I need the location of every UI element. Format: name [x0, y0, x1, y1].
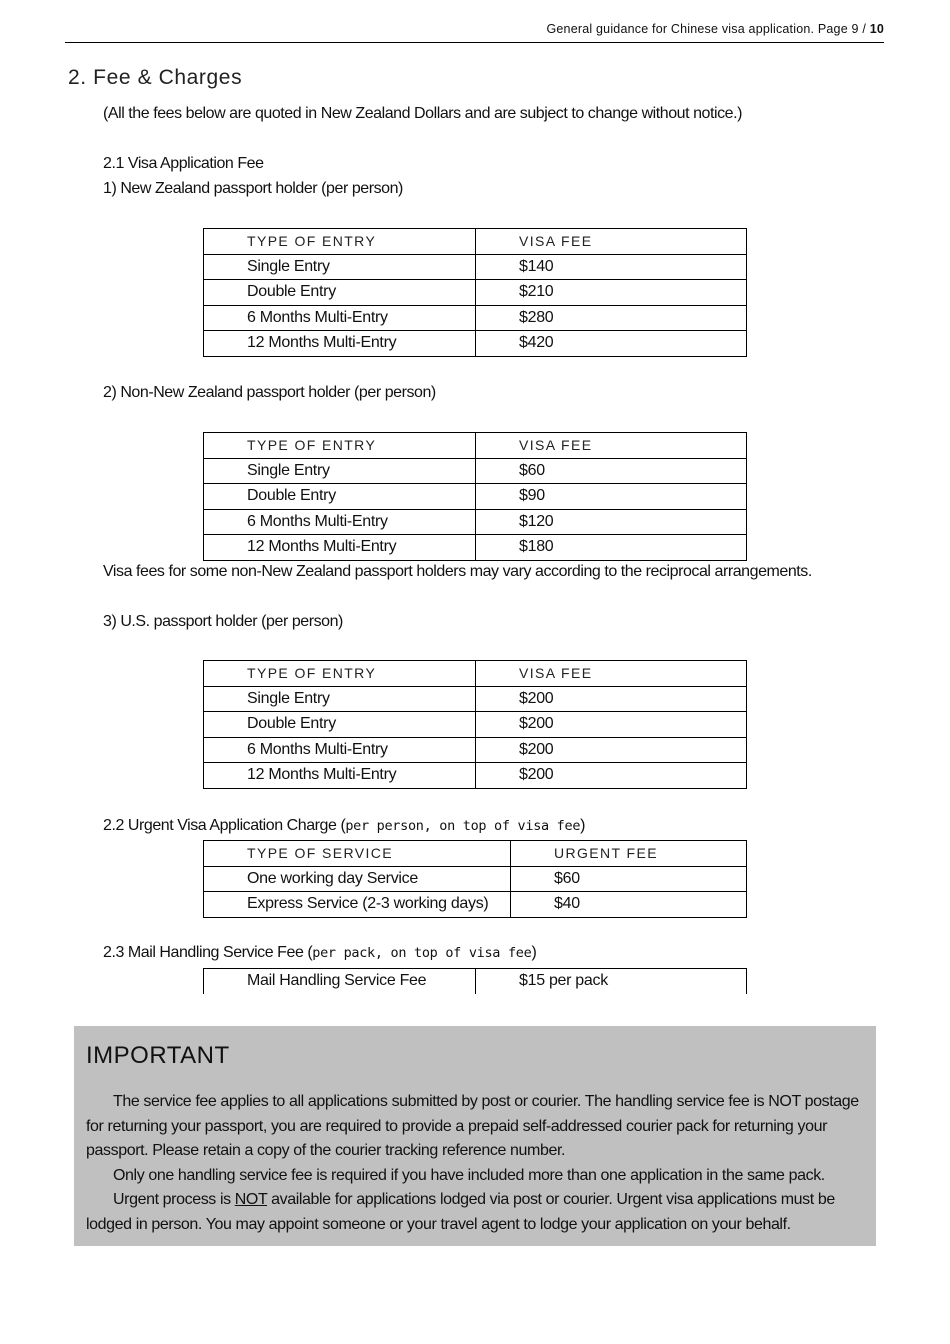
table-row — [204, 484, 747, 510]
entry-type: Single Entry — [204, 686, 476, 712]
header-total-pages: 10 — [869, 22, 884, 36]
fee-value: $40 — [511, 892, 747, 918]
nz-fee-table — [203, 228, 747, 357]
service-type: Mail Handling Service Fee — [204, 969, 476, 994]
nz-holder-label: 1) New Zealand passport holder (per person) — [103, 180, 403, 197]
table-row — [204, 280, 747, 306]
column-header: VISA FEE — [476, 433, 747, 459]
fee-value: $90 — [476, 484, 747, 510]
table-row — [204, 866, 747, 892]
column-header: TYPE OF ENTRY — [204, 229, 476, 255]
important-paragraph — [86, 1188, 871, 1237]
page-header — [65, 22, 884, 43]
table-row — [204, 892, 747, 918]
column-header: URGENT FEE — [511, 841, 747, 867]
entry-type: 12 Months Multi-Entry — [204, 331, 476, 357]
fee-value: $210 — [476, 280, 747, 306]
table-row — [204, 254, 747, 280]
reciprocal-note: Visa fees for some non-New Zealand passport holders may vary according to the reciprocal arrangements. — [103, 563, 812, 580]
column-header: TYPE OF ENTRY — [204, 661, 476, 687]
fee-value: $420 — [476, 331, 747, 357]
urgent-heading-text: 2.2 Urgent Visa Application Charge ( — [103, 817, 346, 834]
column-header: VISA FEE — [476, 661, 747, 687]
entry-type: 12 Months Multi-Entry — [204, 535, 476, 561]
table-row — [204, 535, 747, 561]
fee-value: $60 — [511, 866, 747, 892]
table-row — [204, 331, 747, 357]
visa-fee-heading: 2.1 Visa Application Fee — [103, 155, 264, 172]
table-row — [204, 763, 747, 789]
column-header: TYPE OF ENTRY — [204, 433, 476, 459]
table-header-row — [204, 433, 747, 459]
important-notice — [74, 1026, 876, 1246]
intro-note: (All the fees below are quoted in New Zealand Dollars and are subject to change without notice.) — [103, 105, 742, 122]
table-row — [204, 305, 747, 331]
fee-value: $140 — [476, 254, 747, 280]
header-text: General guidance for Chinese visa application. Page 9 / — [546, 22, 870, 36]
important-text: Urgent process is — [113, 1191, 235, 1209]
non-nz-fee-table — [203, 432, 747, 561]
fee-value: $120 — [476, 509, 747, 535]
table-row — [204, 686, 747, 712]
table-row — [204, 509, 747, 535]
fee-value: $200 — [476, 763, 747, 789]
mail-heading-note: per pack, on top of visa fee — [312, 945, 532, 961]
fee-value: $60 — [476, 458, 747, 484]
important-paragraph: The service fee applies to all applications submitted by post or courier. The handling service fee is NOT postage for returning your passport, you are required to provide a prepaid self-addressed courier pack for returning your passport. Please retain a copy of the courier tracking reference number. — [86, 1093, 859, 1160]
table-row — [204, 458, 747, 484]
mail-fee-table — [203, 968, 747, 994]
table-row — [204, 712, 747, 738]
fee-value: $280 — [476, 305, 747, 331]
important-title: IMPORTANT — [86, 1042, 230, 1069]
mail-heading — [103, 944, 536, 962]
fee-value: $200 — [476, 686, 747, 712]
important-paragraph: Only one handling service fee is required if you have included more than one application in the same pack. — [113, 1166, 825, 1184]
table-row — [204, 737, 747, 763]
service-type: Express Service (2-3 working days) — [204, 892, 511, 918]
column-header: VISA FEE — [476, 229, 747, 255]
important-body — [86, 1090, 871, 1238]
non-nz-holder-label: 2) Non-New Zealand passport holder (per person) — [103, 384, 436, 401]
table-header-row — [204, 841, 747, 867]
column-header: TYPE OF SERVICE — [204, 841, 511, 867]
fee-value: $15 per pack — [476, 969, 747, 994]
section-title: 2. Fee & Charges — [68, 66, 243, 89]
table-header-row — [204, 229, 747, 255]
entry-type: Double Entry — [204, 484, 476, 510]
table-row — [204, 969, 747, 994]
entry-type: 6 Months Multi-Entry — [204, 737, 476, 763]
urgent-heading-end: ) — [580, 817, 586, 834]
entry-type: 6 Months Multi-Entry — [204, 509, 476, 535]
entry-type: Single Entry — [204, 458, 476, 484]
mail-heading-end: ) — [531, 944, 537, 961]
urgent-heading-note: per person, on top of visa fee — [345, 818, 581, 834]
important-text: available for applications lodged via post or courier. Urgent visa applications must be lodged in person. You may appoint someone or your travel agent to lodge your application on your behalf. — [86, 1191, 835, 1233]
fee-value: $180 — [476, 535, 747, 561]
entry-type: 6 Months Multi-Entry — [204, 305, 476, 331]
urgent-heading — [103, 817, 585, 835]
urgent-fee-table — [203, 840, 747, 918]
service-type: One working day Service — [204, 866, 511, 892]
entry-type: Double Entry — [204, 280, 476, 306]
important-emphasis: NOT — [234, 1191, 268, 1209]
entry-type: Single Entry — [204, 254, 476, 280]
us-holder-label: 3) U.S. passport holder (per person) — [103, 613, 343, 630]
fee-value: $200 — [476, 737, 747, 763]
mail-heading-text: 2.3 Mail Handling Service Fee ( — [103, 944, 313, 961]
table-header-row — [204, 661, 747, 687]
us-fee-table — [203, 660, 747, 789]
fee-value: $200 — [476, 712, 747, 738]
entry-type: Double Entry — [204, 712, 476, 738]
entry-type: 12 Months Multi-Entry — [204, 763, 476, 789]
